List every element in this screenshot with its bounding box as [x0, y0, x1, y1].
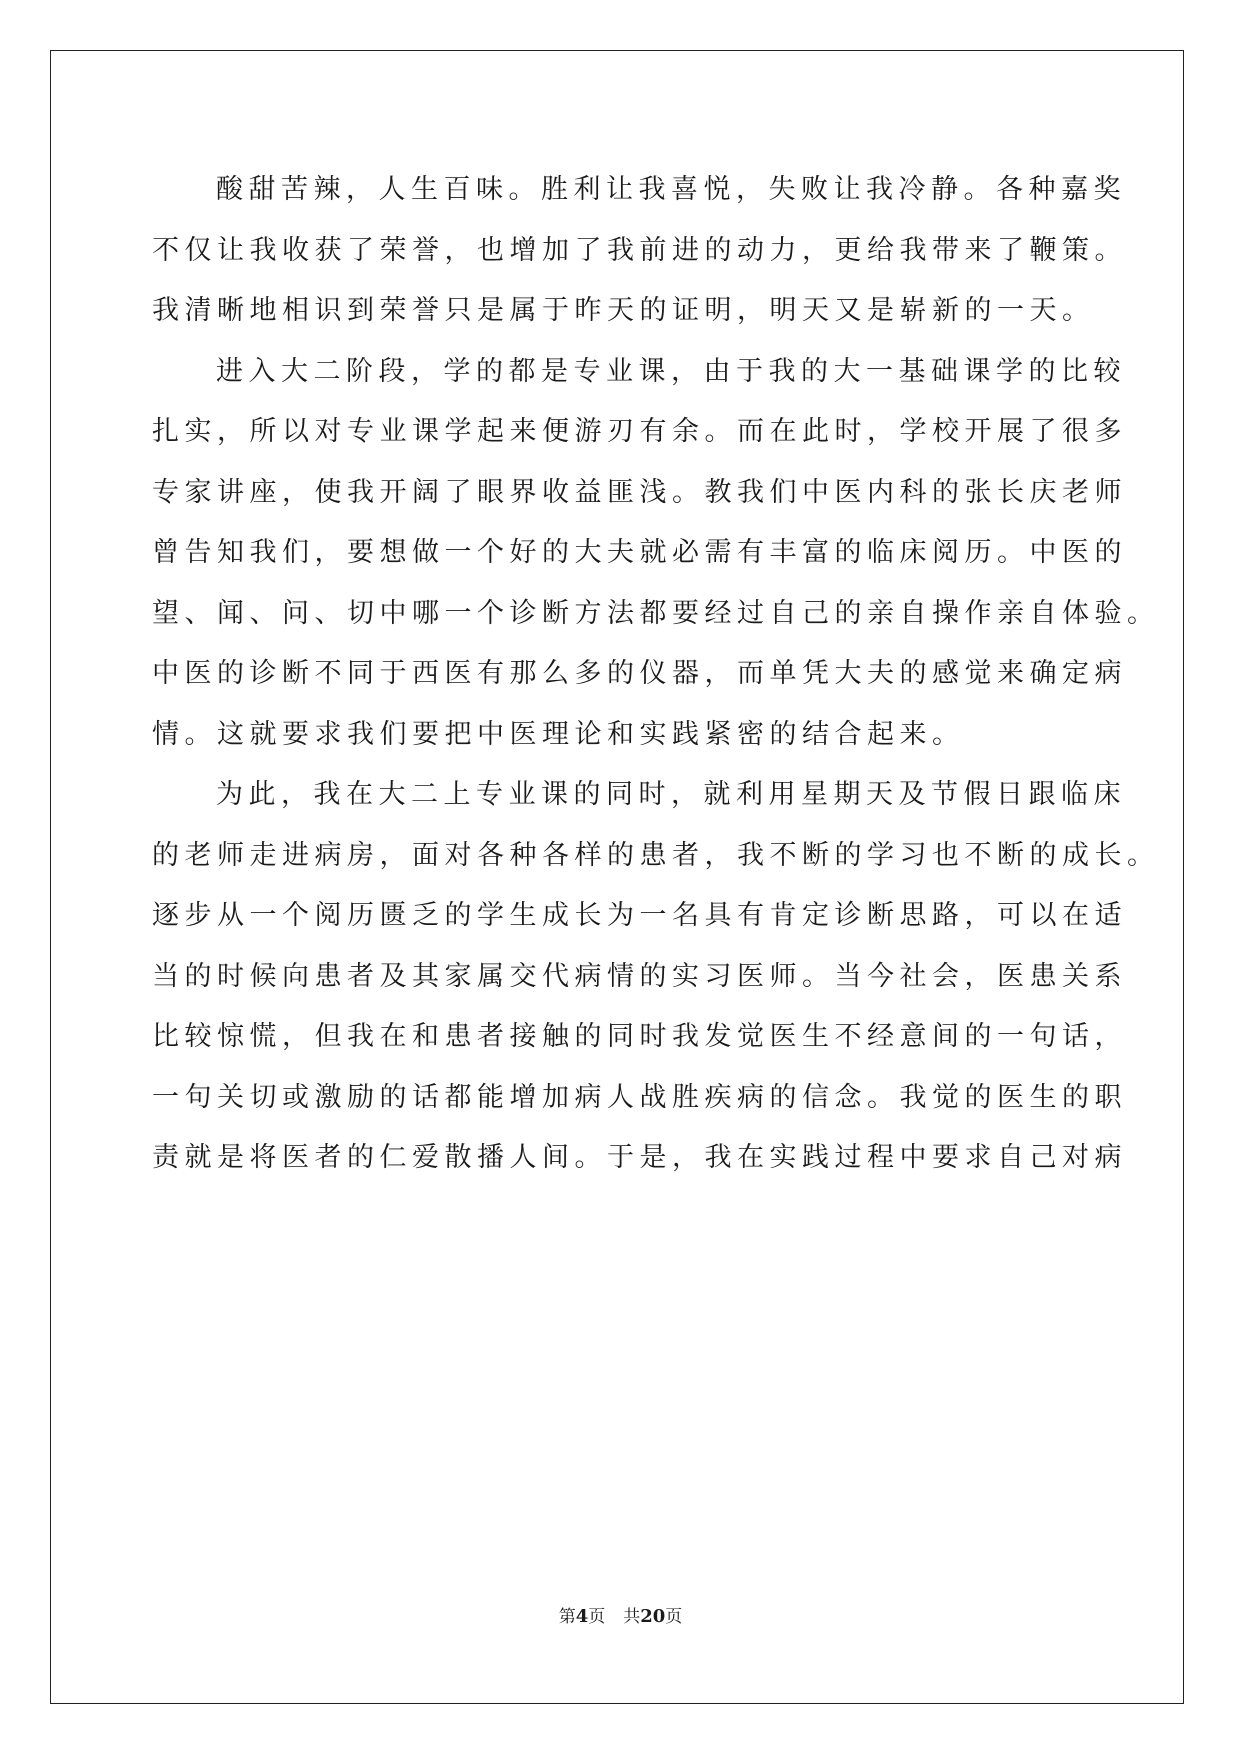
text-line: 曾告知我们，要想做一个好的大夫就必需有丰富的临床阅历。中医的 [152, 537, 1127, 568]
text-line: 当的时候向患者及其家属交代病情的实习医师。当今社会，医患关系 [152, 960, 1127, 992]
text-line: 逐步从一个阅历匮乏的学生成长为一名具有肯定诊断思路，可以在适 [152, 900, 1127, 931]
document-body [152, 160, 1160, 1189]
text-line: 不仅让我收获了荣誉，也增加了我前进的动力，更给我带来了鞭策。 [152, 234, 1127, 266]
text-line: 的老师走进病房，面对各种各样的患者，我不断的学习也不断的成长。 [152, 839, 1160, 871]
total-pages: 20 [640, 1606, 666, 1627]
text-line: 酸甜苦辣，人生百味。胜利让我喜悦，失败让我冷静。各种嘉奖 [216, 174, 1126, 205]
text-line: 为此，我在大二上专业课的同时，就利用星期天及节假日跟临床 [216, 779, 1126, 810]
paragraph-1 [152, 160, 1127, 342]
text-line: 进入大二阶段，学的都是专业课，由于我的大一基础课学的比较 [216, 355, 1126, 387]
text-line: 中医的诊断不同于西医有那么多的仪器，而单凭大夫的感觉来确定病 [152, 658, 1127, 689]
paragraph-2 [152, 342, 1160, 766]
text-line: 情。这就要求我们要把中医理论和实践紧密的结合起来。 [152, 718, 965, 750]
text-line: 责就是将医者的仁爱散播人间。于是，我在实践过程中要求自己对病 [152, 1142, 1127, 1173]
footer-page-word: 页 [588, 1607, 606, 1627]
paragraph-3 [152, 765, 1160, 1189]
text-line: 扎实，所以对专业课学起来便游刃有余。而在此时，学校开展了很多 [152, 416, 1127, 447]
footer-total-word: 页 [665, 1607, 683, 1627]
text-line: 我清晰地相识到荣誉只是属于昨天的证明，明天又是崭新的一天。 [152, 295, 1095, 326]
footer-prefix: 第 [558, 1607, 576, 1627]
text-line: 望、闻、问、切中哪一个诊断方法都要经过自己的亲自操作亲自体验。 [152, 597, 1160, 629]
text-line: 专家讲座，使我开阔了眼界收益匪浅。教我们中医内科的张长庆老师 [152, 476, 1127, 508]
footer-total-prefix: 共 [623, 1607, 641, 1627]
text-line: 比较惊慌，但我在和患者接触的同时我发觉医生不经意间的一句话， [152, 1021, 1127, 1052]
page-number: 4 [575, 1606, 589, 1627]
text-line: 一句关切或激励的话都能增加病人战胜疾病的信念。我觉的医生的职 [152, 1081, 1127, 1113]
page-footer [0, 1602, 1241, 1627]
